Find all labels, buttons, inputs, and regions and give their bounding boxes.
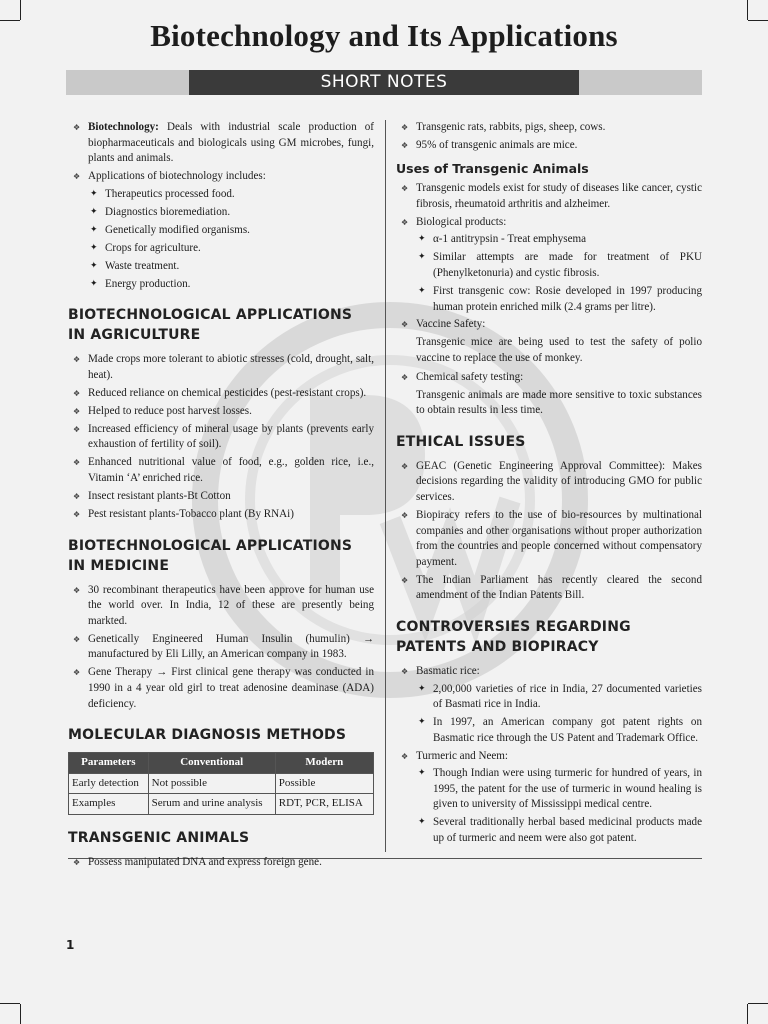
list-item: ❖ Turmeric and Neem: ✦ Though Indian were using turmeric for hundred of years, in 1995, the patent for the use of turmeric in wound healing is given to university of Mississippi medical centre. ✦ Several traditionally herbal based medicinal products made up of turmeric and neem were also got patent. xyxy=(396,749,702,847)
medicine-list xyxy=(68,583,374,713)
diamond-bullet-icon: ❖ xyxy=(401,751,409,761)
list-item: ❖ Increased efficiency of mineral usage by plants (prevents early exhaustion of fertility of soil). xyxy=(73,422,374,451)
short-notes-banner xyxy=(66,70,702,95)
diamond-bullet-icon: ❖ xyxy=(401,372,409,382)
table-header-row xyxy=(69,753,374,774)
list-item: ❖ Insect resistant plants-Bt Cotton xyxy=(68,489,374,505)
crop-mark xyxy=(748,1003,768,1004)
section-heading-ethical: ETHICAL ISSUES xyxy=(396,433,526,450)
list-item: ❖ Made crops more tolerant to abiotic stresses (cold, drought, salt, heat). xyxy=(73,353,374,381)
list-item: ❖ Vaccine Safety: xyxy=(396,317,702,333)
sub-list-item: ✦ Waste treatment. xyxy=(88,259,374,275)
list-item: ❖ Chemical safety testing: xyxy=(396,370,702,386)
table-row xyxy=(69,773,374,794)
table-cell: RDT, PCR, ELISA xyxy=(275,794,373,815)
sub-list-item: ✦ Therapeutics processed food. xyxy=(88,187,374,203)
transgenic-continued-list xyxy=(396,120,702,154)
sub-list-item: ✦ First transgenic cow: Rosie developed in 1997 producing human protein enriched milk (2.4 grams per litre). xyxy=(418,284,702,313)
star-bullet-icon: ✦ xyxy=(418,768,426,779)
star-bullet-icon: ✦ xyxy=(90,206,98,217)
list-item: ❖ Transgenic rats, rabbits, pigs, sheep, cows. xyxy=(396,120,702,136)
column-header: Parameters xyxy=(69,753,149,774)
sub-list-item: ✦ Several traditionally herbal based medicinal products made up of turmeric and neem were also got patent. xyxy=(418,816,702,845)
diamond-bullet-icon: ❖ xyxy=(401,461,409,471)
section-heading-diagnosis: MOLECULAR DIAGNOSIS METHODS xyxy=(68,727,347,744)
diamond-bullet-icon: ❖ xyxy=(73,668,81,678)
table-cell: Early detection xyxy=(69,773,149,794)
table-cell: Possible xyxy=(275,773,373,794)
star-bullet-icon: ✦ xyxy=(418,717,426,728)
section-heading-transgenic: TRANSGENIC ANIMALS xyxy=(68,829,250,846)
list-item: ❖ The Indian Parliament has recently cleared the second amendment of the Indian Patents Bill. xyxy=(401,573,702,602)
list-item: ❖ 95% of transgenic animals are mice. xyxy=(396,138,702,154)
intro-list xyxy=(68,120,374,292)
sub-list-item: ✦ Similar attempts are made for treatment of PKU (Phenylketonuria) and cystic fibrosis. xyxy=(418,251,702,279)
transgenic-list xyxy=(68,855,374,871)
star-bullet-icon: ✦ xyxy=(418,683,426,694)
crop-mark xyxy=(0,1003,20,1004)
list-item: ❖ Possess manipulated DNA and express foreign gene. xyxy=(68,855,374,871)
diamond-bullet-icon: ❖ xyxy=(73,406,81,416)
list-item: ❖ Biopiracy refers to the use of bio-resources by multinational companies and other organisations without proper authorization from the countries and people concerned without compensatory payment. xyxy=(401,509,702,568)
sub-list-item: ✦ Genetically modified organisms. xyxy=(88,223,374,239)
left-column xyxy=(68,120,374,873)
section-heading-patents: CONTROVERSIES REGARDING PATENTS AND BIOPIRACY xyxy=(396,618,631,655)
crop-mark xyxy=(20,1004,21,1024)
sub-list-item: ✦ α-1 antitrypsin - Treat emphysema xyxy=(416,232,702,248)
star-bullet-icon: ✦ xyxy=(418,817,426,828)
diamond-bullet-icon: ❖ xyxy=(73,123,81,132)
uses-list xyxy=(396,181,702,333)
sub-list-item: ✦ Diagnostics bioremediation. xyxy=(88,205,374,221)
diagnosis-table xyxy=(68,752,374,815)
list-item: ❖ Reduced reliance on chemical pesticides (pest-resistant crops). xyxy=(68,386,374,402)
star-bullet-icon: ✦ xyxy=(418,285,426,296)
diamond-bullet-icon: ❖ xyxy=(401,184,409,194)
diamond-bullet-icon: ❖ xyxy=(401,666,409,676)
sub-list-item: ✦ 2,00,000 varieties of rice in India, 27 documented varieties of Basmati rice in India. xyxy=(418,682,702,711)
list-item: ❖ Biotechnology: Deals with industrial scale production of biopharmaceuticals and biologicals using GM microbes, fungi, plants and animals. xyxy=(73,121,374,165)
crop-mark xyxy=(747,1004,748,1024)
crop-mark xyxy=(747,0,748,20)
diamond-bullet-icon: ❖ xyxy=(73,491,81,501)
banner-label: SHORT NOTES xyxy=(189,70,579,95)
ethical-list xyxy=(396,459,702,604)
diamond-bullet-icon: ❖ xyxy=(73,388,81,398)
column-header: Conventional xyxy=(148,753,275,774)
table-cell: Examples xyxy=(69,794,149,815)
sub-list-item: ✦ Energy production. xyxy=(88,277,374,293)
chemical-list xyxy=(396,370,702,386)
bio-products-list xyxy=(416,232,702,315)
column-divider xyxy=(385,120,386,852)
turmeric-list xyxy=(416,766,702,846)
diamond-bullet-icon: ❖ xyxy=(73,634,81,644)
diamond-bullet-icon: ❖ xyxy=(401,320,409,330)
diamond-bullet-icon: ❖ xyxy=(401,575,409,585)
diamond-bullet-icon: ❖ xyxy=(73,458,81,468)
agriculture-list xyxy=(68,352,374,522)
basmati-list xyxy=(416,682,702,747)
star-bullet-icon: ✦ xyxy=(418,252,426,263)
list-item: ❖ Enhanced nutritional value of food, e.g., golden rice, i.e., Vitamin ‘A’ enriched rice. xyxy=(73,456,374,484)
list-item: ❖ GEAC (Genetic Engineering Approval Committee): Makes decisions regarding the validity of introducing GMO for public services. xyxy=(401,459,702,504)
table-cell: Serum and urine analysis xyxy=(148,794,275,815)
crop-mark xyxy=(20,0,21,20)
section-heading-medicine: BIOTECHNOLOGICAL APPLICATIONS IN MEDICINE xyxy=(68,537,353,574)
right-column xyxy=(396,120,702,849)
term: Biotechnology: xyxy=(88,121,159,133)
star-bullet-icon: ✦ xyxy=(90,278,98,289)
table-row xyxy=(69,794,374,815)
diamond-bullet-icon: ❖ xyxy=(73,424,81,434)
list-item: ❖ Transgenic models exist for study of diseases like cancer, cystic fibrosis, rheumatoid arthritis and alzheimer. xyxy=(401,182,702,210)
diamond-bullet-icon: ❖ xyxy=(73,585,81,595)
sub-list-item: ✦ Crops for agriculture. xyxy=(88,241,374,257)
patents-list xyxy=(396,664,702,847)
star-bullet-icon: ✦ xyxy=(90,188,98,199)
diamond-bullet-icon: ❖ xyxy=(401,217,409,227)
page-title: Biotechnology and Its Applications xyxy=(150,18,618,53)
table-cell: Not possible xyxy=(148,773,275,794)
sub-list-item: ✦ In 1997, an American company got patent rights on Basmatic rice through the US Patent and Trademark Office. xyxy=(418,716,702,744)
page-number: 1 xyxy=(66,938,75,952)
star-bullet-icon: ✦ xyxy=(418,234,426,245)
list-item: ❖ Genetically Engineered Human Insulin (humulin) → manufactured by Eli Lilly, an American company in 1983. xyxy=(73,632,374,661)
diamond-bullet-icon: ❖ xyxy=(73,509,81,519)
list-item: ❖ 30 recombinant therapeutics have been approve for human use the world over. In India, 12 of these are presently being markted. xyxy=(73,583,374,627)
column-header: Modern xyxy=(275,753,373,774)
star-bullet-icon: ✦ xyxy=(90,224,98,235)
diamond-bullet-icon: ❖ xyxy=(73,857,81,867)
list-item: ❖ Basmatic rice: ✦ 2,00,000 varieties of rice in India, 27 documented varieties of Basmati rice in India. ✦ In 1997, an American company got patent rights on Basmatic rice through the US Patent and Trademark Office. xyxy=(396,664,702,746)
sub-list-item: ✦ Though Indian were using turmeric for hundred of years, in 1995, the patent for the use of turmeric in wound healing is given to university of Mississippi medical centre. xyxy=(418,767,702,811)
list-item: ❖ Biological products: ✦ α-1 antitrypsin - Treat emphysema ✦ Similar attempts are made for treatment of PKU (Phenylketonuria) and cystic fibrosis. ✦ First transgenic cow: Rosie developed in 1997 producing human protein enriched milk (2.4 grams per litre). xyxy=(396,215,702,315)
section-heading-agriculture: BIOTECHNOLOGICAL APPLICATIONS IN AGRICULTURE xyxy=(68,307,353,344)
chemical-text: Transgenic animals are made more sensitive to toxic substances to obtain results in less time. xyxy=(416,388,702,417)
subheading-uses: Uses of Transgenic Animals xyxy=(396,160,589,176)
list-item: ❖ Applications of biotechnology includes: ✦ Therapeutics processed food. ✦ Diagnostics bioremediation. ✦ Genetically modified organisms. ✦ Crops for agriculture. ✦ Waste treatment. ✦ Energy production. xyxy=(68,169,374,292)
diamond-bullet-icon: ❖ xyxy=(401,511,409,520)
vaccine-text: Transgenic mice are being used to test the safety of polio vaccine to replace the use of monkey. xyxy=(416,336,702,365)
diamond-bullet-icon: ❖ xyxy=(401,140,409,150)
diamond-bullet-icon: ❖ xyxy=(73,355,81,365)
list-item: ❖ Gene Therapy → First clinical gene therapy was conducted in 1990 in a 4 year old girl to treat adenosine deaminase (ADA) deficiency. xyxy=(73,666,374,710)
applications-list xyxy=(88,187,374,293)
diamond-bullet-icon: ❖ xyxy=(401,123,409,132)
list-item: ❖ Pest resistant plants-Tobacco plant (By RNAi) xyxy=(68,507,374,523)
diamond-bullet-icon: ❖ xyxy=(73,172,81,182)
list-item: ❖ Helped to reduce post harvest losses. xyxy=(68,404,374,420)
star-bullet-icon: ✦ xyxy=(90,260,98,271)
star-bullet-icon: ✦ xyxy=(90,242,98,253)
